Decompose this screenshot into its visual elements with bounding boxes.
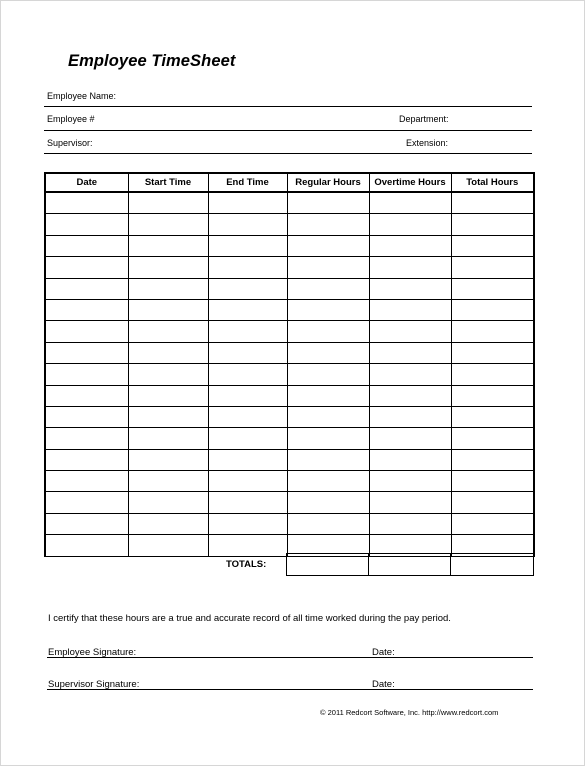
table-cell[interactable] <box>451 492 534 513</box>
table-cell[interactable] <box>451 257 534 278</box>
table-cell[interactable] <box>208 513 287 534</box>
table-cell[interactable] <box>208 492 287 513</box>
totals-row <box>286 553 534 576</box>
table-cell[interactable] <box>287 278 369 299</box>
table-cell[interactable] <box>128 192 208 214</box>
table-row <box>45 385 534 406</box>
table-row <box>45 278 534 299</box>
table-cell[interactable] <box>208 449 287 470</box>
table-cell[interactable] <box>128 449 208 470</box>
table-cell[interactable] <box>45 471 128 492</box>
table-row <box>45 342 534 363</box>
table-cell[interactable] <box>451 449 534 470</box>
table-cell[interactable] <box>451 278 534 299</box>
table-cell[interactable] <box>208 342 287 363</box>
certification-text: I certify that these hours are a true and accurate record of all time worked during the pay period. <box>48 613 451 624</box>
table-cell[interactable] <box>369 364 451 385</box>
table-cell[interactable] <box>369 492 451 513</box>
table-cell[interactable] <box>45 235 128 256</box>
table-cell[interactable] <box>287 471 369 492</box>
table-cell[interactable] <box>128 214 208 235</box>
table-cell[interactable] <box>287 214 369 235</box>
employee-name-label: Employee Name: <box>47 91 117 101</box>
table-cell[interactable] <box>45 257 128 278</box>
table-cell[interactable] <box>369 299 451 320</box>
table-cell[interactable] <box>451 428 534 449</box>
table-cell[interactable] <box>369 428 451 449</box>
table-cell[interactable] <box>45 513 128 534</box>
column-header-total-hours: Total Hours <box>451 173 534 192</box>
table-row <box>45 214 534 235</box>
table-cell[interactable] <box>287 257 369 278</box>
table-cell[interactable] <box>208 406 287 427</box>
total-hours-cell[interactable] <box>451 554 534 576</box>
table-cell[interactable] <box>451 342 534 363</box>
total-regular-hours-cell[interactable] <box>287 554 369 576</box>
table-cell[interactable] <box>45 192 128 214</box>
table-cell[interactable] <box>45 342 128 363</box>
table-row <box>45 428 534 449</box>
table-row <box>45 492 534 513</box>
table-cell[interactable] <box>208 385 287 406</box>
table-cell[interactable] <box>451 513 534 534</box>
table-cell[interactable] <box>369 513 451 534</box>
department-label: Department: <box>399 114 449 124</box>
table-cell[interactable] <box>369 342 451 363</box>
table-cell[interactable] <box>128 385 208 406</box>
column-header-regular-hours: Regular Hours <box>287 173 369 192</box>
table-cell[interactable] <box>208 192 287 214</box>
supervisor-signature-field[interactable] <box>47 689 533 690</box>
table-cell[interactable] <box>208 214 287 235</box>
table-cell[interactable] <box>208 428 287 449</box>
table-cell[interactable] <box>369 321 451 342</box>
table-cell[interactable] <box>128 492 208 513</box>
table-cell[interactable] <box>369 257 451 278</box>
table-cell[interactable] <box>369 192 451 214</box>
table-row <box>45 192 534 214</box>
table-cell[interactable] <box>451 364 534 385</box>
table-cell[interactable] <box>287 192 369 214</box>
table-cell[interactable] <box>369 235 451 256</box>
timesheet-table <box>44 172 535 557</box>
table-row <box>45 471 534 492</box>
employee-signature-label: Employee Signature: <box>48 647 137 658</box>
table-cell[interactable] <box>287 299 369 320</box>
totals-label: TOTALS: <box>226 559 267 570</box>
column-header-start-time: Start Time <box>128 173 208 192</box>
table-header-row <box>45 173 534 192</box>
timesheet-body <box>45 192 534 556</box>
supervisor-signature-label: Supervisor Signature: <box>48 679 140 690</box>
total-overtime-hours-cell[interactable] <box>369 554 451 576</box>
employee-number-label: Employee # <box>47 114 95 124</box>
table-cell[interactable] <box>128 513 208 534</box>
table-cell[interactable] <box>451 235 534 256</box>
table-cell[interactable] <box>287 385 369 406</box>
table-cell[interactable] <box>287 321 369 342</box>
table-cell[interactable] <box>287 428 369 449</box>
table-cell[interactable] <box>45 535 128 556</box>
table-cell[interactable] <box>208 235 287 256</box>
table-row <box>45 235 534 256</box>
table-cell[interactable] <box>128 235 208 256</box>
table-cell[interactable] <box>208 257 287 278</box>
table-cell[interactable] <box>128 321 208 342</box>
table-cell[interactable] <box>287 406 369 427</box>
table-cell[interactable] <box>45 214 128 235</box>
table-cell[interactable] <box>287 449 369 470</box>
table-cell[interactable] <box>128 406 208 427</box>
table-row <box>45 321 534 342</box>
table-cell[interactable] <box>451 406 534 427</box>
table-row <box>45 299 534 320</box>
table-cell[interactable] <box>128 364 208 385</box>
table-cell[interactable] <box>128 428 208 449</box>
page-title: Employee TimeSheet <box>68 52 236 70</box>
supervisor-label: Supervisor: <box>47 138 93 148</box>
table-cell[interactable] <box>128 471 208 492</box>
table-cell[interactable] <box>369 449 451 470</box>
table-cell[interactable] <box>128 342 208 363</box>
table-cell[interactable] <box>208 535 287 556</box>
employee-number-department-field[interactable] <box>44 130 532 131</box>
supervisor-extension-field[interactable] <box>44 153 532 154</box>
table-cell[interactable] <box>208 471 287 492</box>
table-cell[interactable] <box>45 278 128 299</box>
table-cell[interactable] <box>451 192 534 214</box>
table-row <box>45 449 534 470</box>
employee-name-field[interactable] <box>44 106 532 107</box>
table-cell[interactable] <box>369 214 451 235</box>
table-cell[interactable] <box>287 235 369 256</box>
table-cell[interactable] <box>208 299 287 320</box>
table-cell[interactable] <box>451 214 534 235</box>
table-cell[interactable] <box>45 406 128 427</box>
table-cell[interactable] <box>208 321 287 342</box>
table-row <box>45 513 534 534</box>
employee-signature-date-label: Date: <box>372 647 395 658</box>
table-cell[interactable] <box>451 321 534 342</box>
table-cell[interactable] <box>451 385 534 406</box>
table-cell[interactable] <box>128 299 208 320</box>
table-cell[interactable] <box>45 428 128 449</box>
employee-signature-field[interactable] <box>47 657 533 658</box>
table-cell[interactable] <box>45 449 128 470</box>
table-cell[interactable] <box>45 364 128 385</box>
table-cell[interactable] <box>45 321 128 342</box>
column-header-overtime-hours: Overtime Hours <box>369 173 451 192</box>
table-cell[interactable] <box>369 385 451 406</box>
table-cell[interactable] <box>208 364 287 385</box>
column-header-date: Date <box>45 173 128 192</box>
table-cell[interactable] <box>451 299 534 320</box>
extension-label: Extension: <box>406 138 449 148</box>
table-cell[interactable] <box>287 513 369 534</box>
table-cell[interactable] <box>128 257 208 278</box>
table-row <box>45 364 534 385</box>
table-cell[interactable] <box>45 492 128 513</box>
table-cell[interactable] <box>128 278 208 299</box>
table-cell[interactable] <box>45 385 128 406</box>
table-cell[interactable] <box>208 278 287 299</box>
table-cell[interactable] <box>369 406 451 427</box>
table-cell[interactable] <box>45 299 128 320</box>
column-header-end-time: End Time <box>208 173 287 192</box>
table-row <box>45 257 534 278</box>
table-cell[interactable] <box>451 471 534 492</box>
footer-copyright: © 2011 Redcort Software, Inc. http://www.redcort.com <box>320 708 499 717</box>
table-cell[interactable] <box>287 342 369 363</box>
supervisor-signature-date-label: Date: <box>372 679 395 690</box>
table-cell[interactable] <box>369 471 451 492</box>
table-cell[interactable] <box>287 364 369 385</box>
table-cell[interactable] <box>369 278 451 299</box>
table-cell[interactable] <box>128 535 208 556</box>
table-cell[interactable] <box>287 492 369 513</box>
table-row <box>45 406 534 427</box>
